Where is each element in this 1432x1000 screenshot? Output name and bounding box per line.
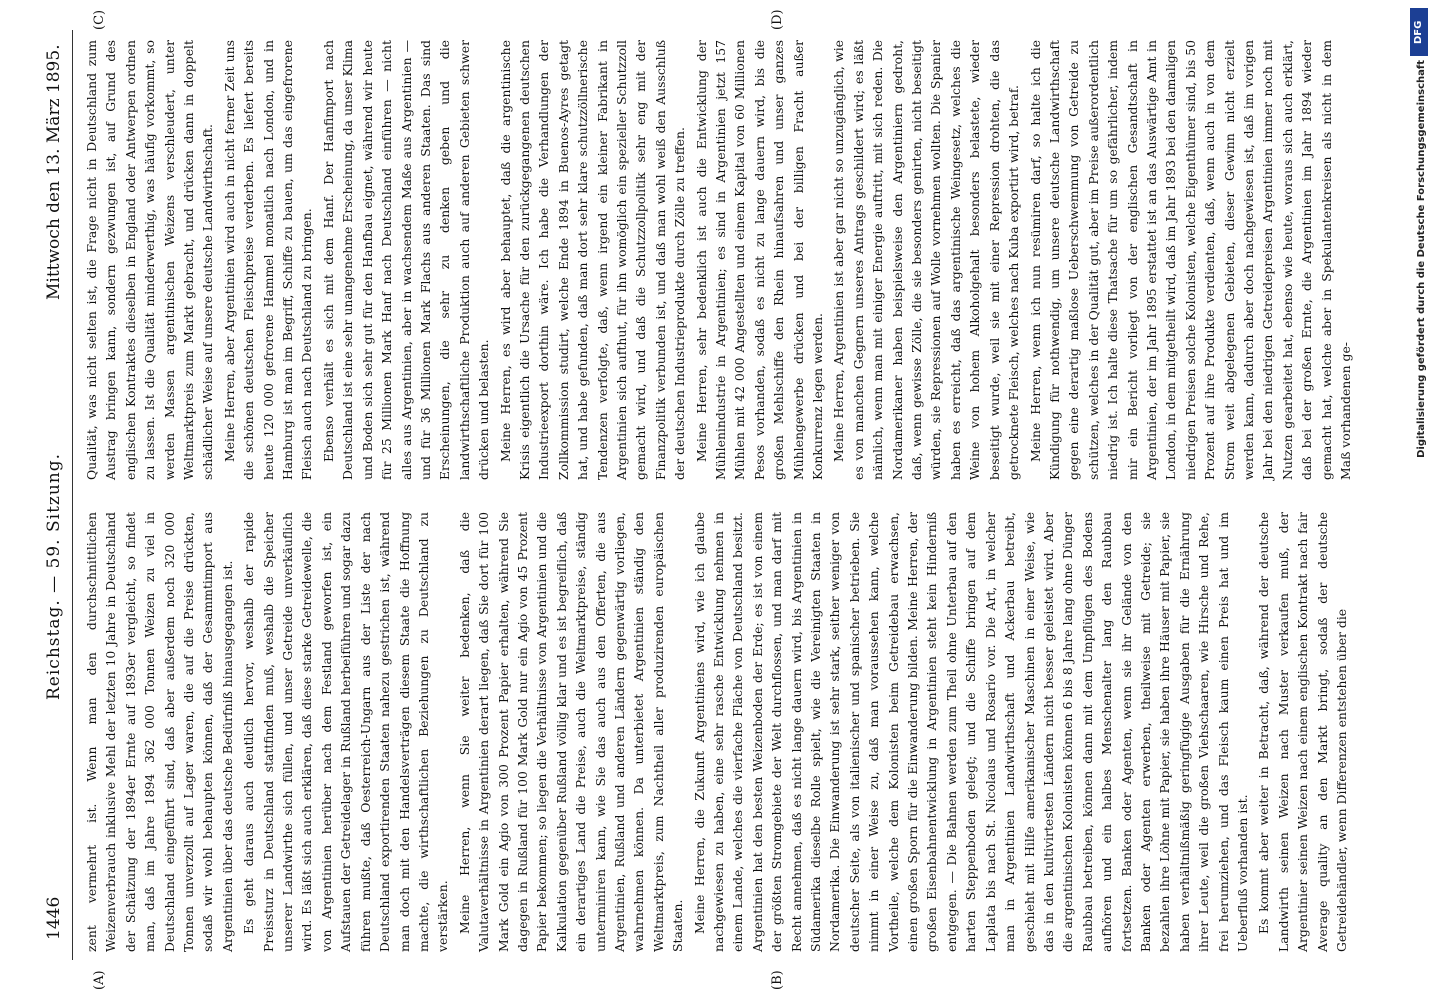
right-text-column [82, 40, 1353, 480]
page-header [40, 0, 70, 1000]
paragraph: Es kommt aber weiter in Betracht, daß, während der deutsche Landwirth seinen Weizen nach Muster verkaufen muß, der Argentinier seinen Weizen nach einem englischen Kontrakt nach fair Average quality an den Markt bringt, sodaß der deutsche Getreidehändler, wenn Differenzen entstehen über die [1256, 512, 1349, 952]
margin-mark-b: (B) [770, 970, 785, 990]
header-right-title: Mittwoch den 13. März 1895. [44, 44, 64, 300]
paragraph: Meine Herren, sehr bedenklich ist auch die Entwicklung der Mühlenindustrie in Argentinien; es sind in Argentinien jetzt 157 Mühlen mit 42 000 Angestellten und einem Kapital von 60 Millionen Pesos vorhanden, sodaß es nicht zu lange dauern wird, bis die großen Mehlschiffe den Rhein hinaufsahren und unser ganzes Mühlengewerbe drücken und bei der billigen Fracht außer Konkurrenz legen werden. [693, 40, 826, 480]
dfg-logo: DFG [1410, 8, 1428, 56]
margin-mark-c: (C) [92, 9, 107, 30]
paragraph: zent vermehrt ist. Wenn man den durchschnittlichen Weizenverbrauch inklusive Mehl der letzten 10 Jahre in Deutschland der Schätzung der 1894er Ernte auf 1893er vergleicht, so findet man, daß im Jahre 1894 362 000 Tonnen Weizen zu viel in Deutschland eingeführt sind, daß aber außerdem noch 320 000 Tonnen unverzollt auf Lager waren, die auf die Preise drückten, sodaß wir wohl behaupten können, daß der Gesammtimport aus Argentinien über das deutsche Bedürfniß hinausgegangen ist. [84, 512, 235, 952]
paragraph: Meine Herren, wenn Sie weiter bedenken, daß die Valutaverhältnisse in Argentinien derart liegen, daß Sie dort für 100 Mark Gold ein Agio von 300 Prozent Papier erhalten, während Sie dagegen in Rußland für 100 Mark Gold nur ein Agio von 45 Prozent Papier bekommen; so liegen die Verhältnisse von Argentinien und die Kalkulation gegenüber Rußland völlig klar und es ist begreiflich, daß ein derartiges Land die Preise, auch die Weltmarktpreise, ständig unterminiren kann, wie Sie das auch aus den Offerten, die aus Argentinien, Rußland und anderen Ländern gegenwärtig vorliegen, wahrnehmen können. Da unterbietet Argentinien ständig den Weltmarktpreis, zum Nachtheil aller produzirenden europäischen Staaten. [456, 512, 686, 952]
dfg-footer [1406, 8, 1430, 994]
paragraph: Meine Herren, aber Argentinien wird auch in nicht ferner Zeit uns die schönen deutschen Fleischpreise verderben. Es liefert bereits heute 120 000 gefrorene Hammel monatlich nach London, und in Hamburg ist man im Begriff, Schiffe zu bauen, um das eingefrorene Fleisch auch nach Deutschland zu bringen. [221, 40, 315, 480]
header-rule [72, 30, 73, 960]
paragraph: Meine Herren, Argentinien ist aber gar nicht so unzugänglich, wie es von manchen Gegnern unseres Antrags geschildert wird; es läßt nämlich, wenn man mit einiger Energie auftritt, mit sich reden. Die Nordamerikaner haben beispielsweise den Argentiniern gedroht, daß, wenn gewisse Zölle, die sie besonders genirten, nicht beseitigt würden, sie Repressionen auf Wolle vornehmen wollten. Die Spanier haben es erreicht, daß das argentinische Weingesetz, welches die Weine von hohem Alkoholgehalt besonders belastete, wieder beseitigt wurde, weil sie mit einer Repression drohten, die das getrocknete Fleisch, welches nach Kuba exportirt wird, betraf. [831, 40, 1022, 480]
paragraph: Qualität, was nicht selten ist, die Frage nicht in Deutschland zum Austrag bringen kann, sondern gezwungen ist, auf Grund des englischen Kontraktes dieselben in England oder Antwerpen ordnen zu lassen. Ist die Qualität minderwerthig, was häufig vorkommt, so werden Massen argentinischen Weizens verschleudert, unter Weltmarktpreis zum Markt gebracht, und drücken dann in doppelt schädlicher Weise auf unsere deutsche Landwirthschaft. [84, 40, 216, 480]
page-number: 1446 [44, 896, 64, 940]
header-left-title: Reichstag. — 59. Sitzung. [44, 452, 64, 700]
margin-mark-d: (D) [770, 9, 785, 30]
paragraph: Ebenso verhält es sich mit dem Hanf. Der Hanfimport nach Deutschland ist eine sehr unangenehme Erscheinung, da unser Klima und Boden sich sehr gut für den Hanfbau eignet, während wir heute für 25 Millionen Mark Hanf nach Deutschland einführen — nicht alles aus Argentinien, aber in wachsendem Maße aus Argentinien — und für 36 Millionen Mark Flachs aus anderen Staaten. Das sind Erscheinungen, die sehr zu denken geben und die landwirthschaftliche Produktion auch auf anderen Gebieten schwer drücken und belasten. [320, 40, 492, 480]
paragraph: Meine Herren, es wird aber behauptet, daß die argentinische Krisis eigentlich die Ursache für den zurückgegangenen deutschen Industrieexport dorthin wäre. Ich habe die Verhandlungen der Zollkommission studirt, welche Ende 1894 in Buenos-Ayres getagt hat, und habe gefunden, daß man dort sehr klare schutzzöllnerische Tendenzen verfolgte, daß, wenn irgend ein kleiner Fabrikant in Argentinien sich aufthut, für ihn womöglich ein spezieller Schutzzoll gemacht wird, und daß die Schutzzollpolitik sehr eng mit der Finanzpolitik verbunden ist, und daß man wohl weiß den Ausschluß der deutschen Industrieprodukte durch Zölle zu treffen. [497, 40, 688, 480]
paragraph: Meine Herren, die Zukunft Argentiniens wird, wie ich glaube nachgewiesen zu haben, eine sehr rasche Entwicklung nehmen in einem Lande, welches die vierfache Fläche von Deutschland besitzt. Argentinien hat den besten Weizenboden der Erde; es ist von einem der größten Stromgebiete der Welt durchflossen, und man darf mit Recht annehmen, daß es nicht lange dauern wird, bis Argentinien in Südamerika dieselbe Rolle spielt, wie die Vereinigten Staaten in Nordamerika. Die Einwanderung ist sehr stark, seither weniger von deutscher Seite, als von italienischer und spanischer betrieben. Sie nimmt in einer Weise zu, daß man voraussehen kann, welche Vortheile, welche dem Kolonisten beim Getreidebau erwachsen, einen großen Sporn für die Einwanderung bilden. Meine Herren, der großen Eisenbahnentwicklung in Argentinien steht kein Hinderniß entgegen. — Die Bahnen werden zum Theil ohne Unterbau auf den harten Steppenboden gelegt; und die Schiffe bringen auf dem Laplata bis nach St. Nicolaus und Rosario vor. Die Art, in welcher man in Argentinien Landwirthschaft und Ackerbau betreibt, geschieht mit Hilfe amerikanischer Maschinen in einer Weise, wie das in den kultivirtesten Ländern nicht besser geleistet wird. Aber die argentinischen Kolonisten können 6 bis 8 Jahre lang ohne Dünger Raubbau betreiben, können dann mit dem Umpflügen des Bodens aufhören und ein halbes Menschenalter lang den Raubbau fortsetzen. Banken oder Agenten, wenn sie ihr Gelände von den Banken oder Agenten erwerben, theilweise mit Getreide; sie bezahlen ihre Löhne mit Papier, sie haben ihre Häuser mit Papier, sie haben verhältnißmäßig geringfügige Ausgaben für die Ernährung ihrer Leute, weil die großen Viehschaaren, wie Hirsche und Rehe, frei herumziehen, und das Fleisch kaum einen Preis hat und im Ueberfluß vorhanden ist. [691, 512, 1250, 952]
paragraph: Es geht daraus auch deutlich hervor, weshalb der rapide Preissturz in Deutschland stattfinden muß, weshalb die Speicher unserer Landwirthe sich füllen, und unser Getreide unverkäuflich wird. Es läßt sich auch erklären, daß diese starke Getreidewelle, die von Argentinien herüber nach dem Festland geworfen ist, ein Aufstauen der Getreidelager in Rußland herbeiführen und sogar dazu führen mußte, daß Oesterreich-Ungarn aus der Liste der nach Deutschland exportirenden Staaten nahezu gestrichen ist, während man doch mit den Handelsverträgen diesem Staate die Hoffnung machte, die wirthschaftlichen Beziehungen zu Deutschland zu verstärken. [241, 512, 451, 952]
paragraph: Meine Herren, wenn ich nun resümiren darf, so halte ich die Kündigung für nothwendig, um unsere deutsche Landwirthschaft gegen eine derartig maßlose Ueberschwemmung von Getreide zu schützen, welches in der Qualität gut, aber im Preise außerordentlich niedrig ist. Ich halte diese Thatsache für um so gefährlicher, indem mir ein Bericht vorliegt von der englischen Gesandtschaft in Argentinien, der im Jahr 1895 erstattet ist an das Auswärtige Amt in London, in dem mitgetheilt wird, daß im Jahr 1893 bei den damaligen niedrigen Preisen solche Kolonisten, welche Eigenthümer sind, bis 50 Prozent auf ihre Produkte verdienten, daß, wenn auch in von dem Strom weit abgelegenen Gebieten, dieser Gewinn nicht erzielt werden kann, dadurch aber doch nachgewiesen ist, daß im vorigen Jahr bei den niedrigen Getreidepreisen Argentinien immer noch mit Nutzen gearbeitet hat, ebenso wie heute, woraus sich auch erklärt, daß bei der großen Ernte, die Argentinien im Jahr 1894 wieder gemacht hat, welche aber in Spekulantenkreisen als nicht in dem Maß vorhandenen ge- [1027, 40, 1353, 480]
dfg-credit-text: Digitalisierung gefördert durch die Deutsche Forschungsgemeinschaft [1416, 60, 1427, 458]
margin-mark-a: (A) [92, 970, 107, 990]
left-text-column [82, 512, 1349, 952]
